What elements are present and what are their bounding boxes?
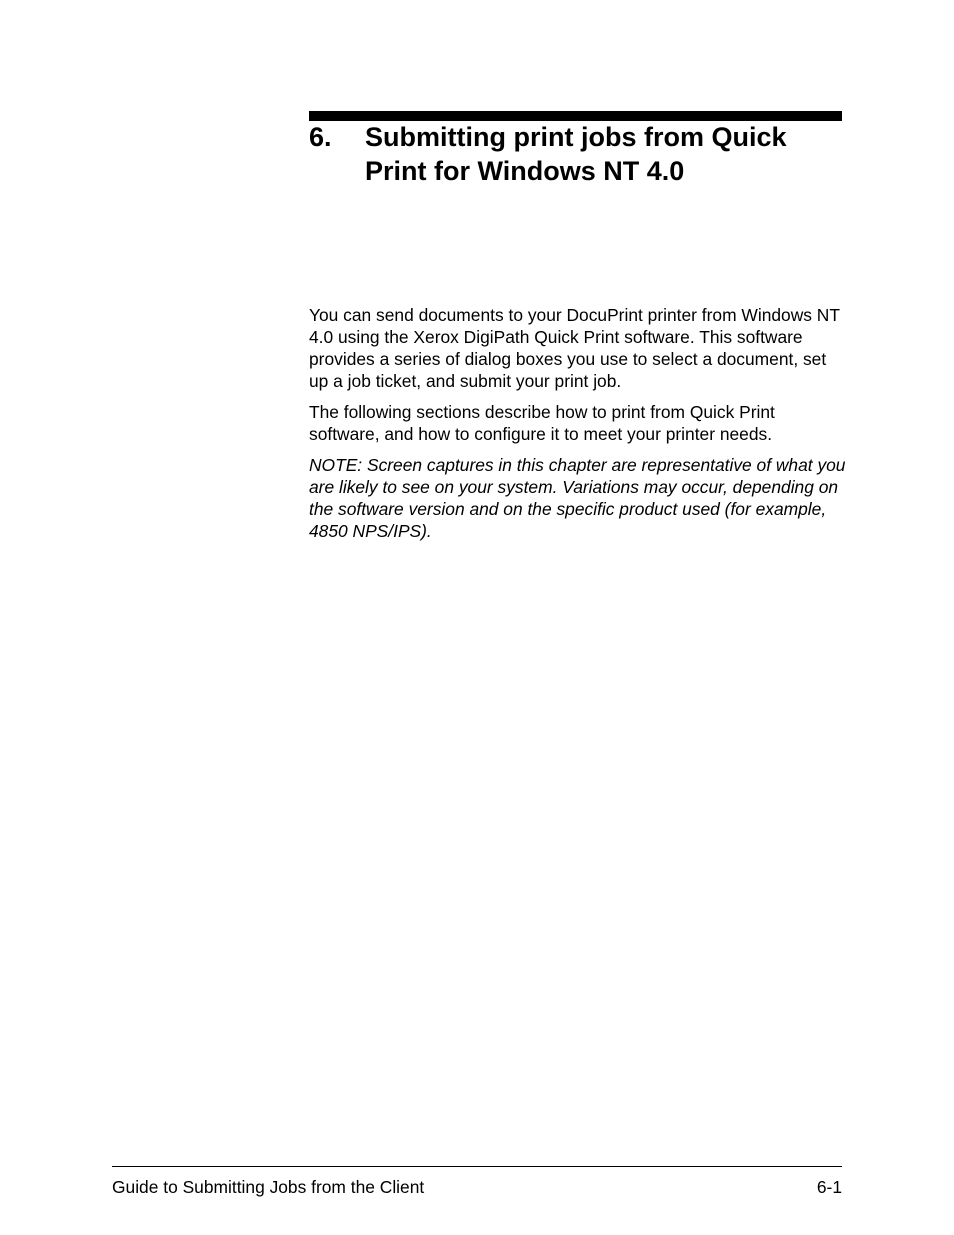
chapter-intro: [309, 304, 849, 551]
chapter-number: 6.: [309, 122, 332, 152]
footer-doc-title: Guide to Submitting Jobs from the Client: [112, 1177, 425, 1197]
footer-rule: [112, 1166, 842, 1167]
screen-capture-note: NOTE: Screen captures in this chapter are representative of what you are likely to see on your system. Variations may occur, depending on the software version and on the specific product used (for example, 4850 NPS/IPS).: [309, 455, 846, 541]
sections-paragraph: The following sections describe how to print from Quick Print software, and how to configure it to meet your printer needs.: [309, 402, 775, 444]
footer-page-number: 6-1: [816, 1177, 842, 1197]
intro-paragraph: You can send documents to your DocuPrint printer from Windows NT 4.0 using the Xerox DigiPath Quick Print software. This software provides a series of dialog boxes you use to select a document, set up a job ticket, and submit your print job.: [309, 305, 840, 391]
chapter-title: Submitting print jobs from Quick Print for Windows NT 4.0: [365, 122, 787, 186]
